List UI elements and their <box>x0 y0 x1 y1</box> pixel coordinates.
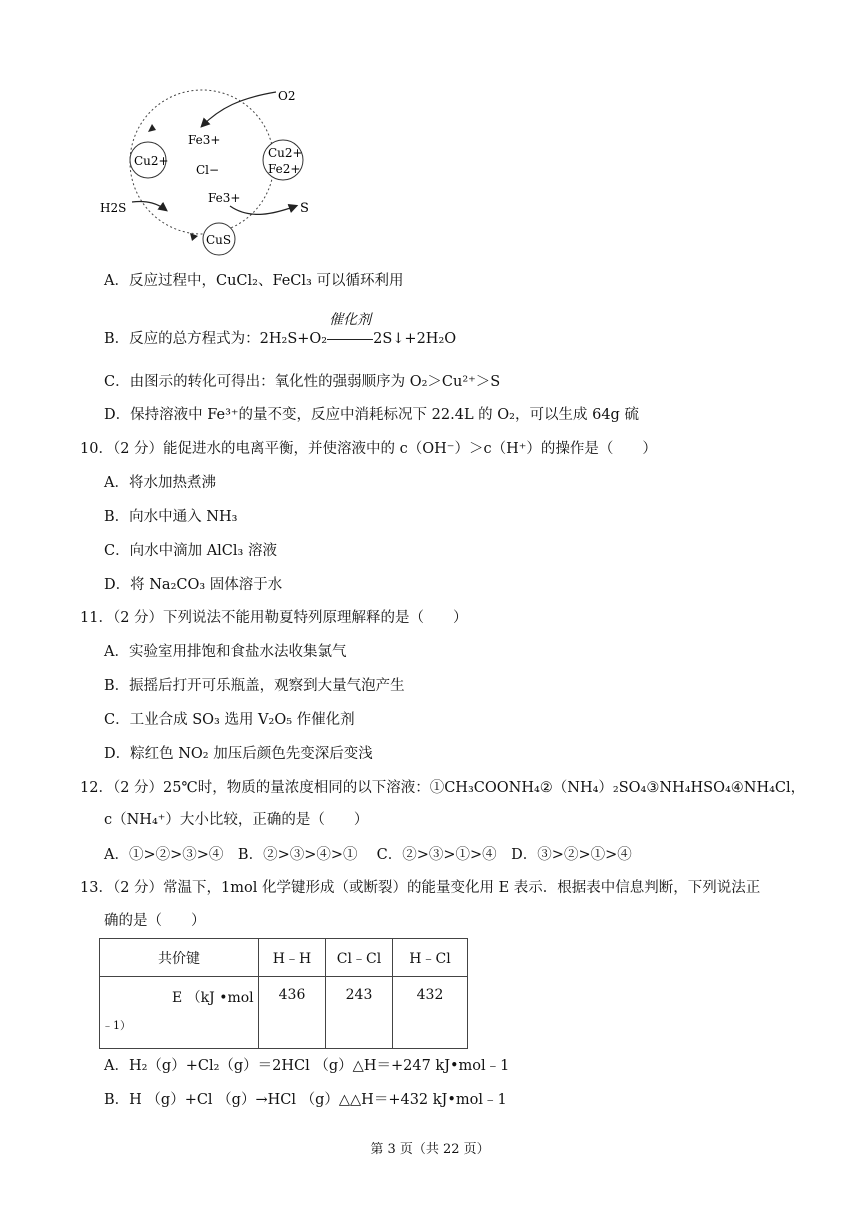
q9-option-c: C．由图示的转化可得出：氧化性的强弱顺序为 O₂＞Cu²⁺＞S <box>104 374 501 390</box>
q10-option-b: B．向水中通入 NH₃ <box>104 509 238 525</box>
row-label-line-1: E （kJ •mol <box>172 990 254 1006</box>
o2-label: O2 <box>278 89 296 103</box>
q11-option-d: D．粽红色 NO₂ 加压后颜色先变深后变浅 <box>104 746 373 762</box>
value-cell: 436 <box>259 977 326 1049</box>
catalyst-arrow <box>327 312 373 340</box>
table-row <box>100 977 468 1049</box>
q9-option-b <box>104 312 457 349</box>
q13-stem-cont: 确的是（ ） <box>104 913 206 929</box>
header-cell: H﹣H <box>259 939 326 977</box>
s-label: S <box>300 201 309 216</box>
header-cell: H﹣Cl <box>393 939 468 977</box>
header-cell: 共价键 <box>100 939 259 977</box>
bottom-fe-label: Fe3+ <box>208 191 241 205</box>
header-cell: Cl﹣Cl <box>326 939 393 977</box>
cu2-label: Cu2+ <box>134 154 169 168</box>
q13-option-a: A．H₂（g）+Cl₂（g）＝2HCl （g）△H＝+247 kJ•mol﹣1 <box>104 1058 510 1074</box>
q13-stem: 13．（2 分）常温下，1mol 化学键形成（或断裂）的能量变化用 E 表示．根据表中信息判断，下列说法正 <box>80 880 761 896</box>
value-cell: 432 <box>393 977 468 1049</box>
q9-b-prefix: B．反应的总方程式为：2H₂S+O₂ <box>104 331 328 347</box>
table-header-row <box>100 939 468 977</box>
value-cell: 243 <box>326 977 393 1049</box>
q10-option-c: C．向水中滴加 AlCl₃ 溶液 <box>104 543 277 559</box>
q11-stem: 11．（2 分）下列说法不能用勒夏特列原理解释的是（ ） <box>80 610 468 626</box>
q10-option-a: A．将水加热煮沸 <box>104 475 216 491</box>
catalyst-label: 催化剂 <box>329 312 372 328</box>
h2s-arrow <box>132 201 166 210</box>
q10-option-d: D．将 Na₂CO₃ 固体溶于水 <box>104 577 283 593</box>
o2-arrow <box>202 92 276 126</box>
bond-energy-table <box>99 938 468 1049</box>
row-label-cell <box>100 977 259 1049</box>
page-footer: 第 3 页（共 22 页） <box>370 1142 490 1157</box>
q12-options: A．①>②>③>④ B．②>③>④>① C．②>③>①>④ D．③>②>①>④ <box>104 847 632 863</box>
reaction-cycle-diagram <box>90 78 330 258</box>
cus-label: CuS <box>206 233 232 247</box>
right-fe-label: Fe2+ <box>268 162 301 176</box>
q12-stem-cont: c（NH₄⁺）大小比较，正确的是（ ） <box>104 812 369 828</box>
q10-stem: 10．（2 分）能促进水的电离平衡，并使溶液中的 c（OH⁻）＞c（H⁺）的操作是（ ） <box>80 441 657 457</box>
q12-stem: 12．（2 分）25℃时，物质的量浓度相同的以下溶液：①CH₃COONH₄②（NH₄）₂SO₄③NH₄HSO₄④NH₄Cl， <box>80 780 806 796</box>
q13-option-b: B．H （g）+Cl （g）→HCl （g）△△H＝+432 kJ•mol﹣1 <box>104 1092 507 1108</box>
s-arrow <box>230 206 296 214</box>
h2s-label: H2S <box>100 201 127 215</box>
center-cl-label: Cl− <box>196 163 220 177</box>
row-label-line-2: ﹣1） <box>102 1019 131 1032</box>
q9-b-suffix: 2S↓+2H₂O <box>373 331 457 347</box>
q11-option-a: A．实验室用排饱和食盐水法收集氯气 <box>104 644 347 660</box>
q9-option-a: A．反应过程中，CuCl₂、FeCl₃ 可以循环利用 <box>104 273 404 289</box>
q11-option-b: B．振摇后打开可乐瓶盖，观察到大量气泡产生 <box>104 678 405 694</box>
center-fe-label: Fe3+ <box>188 133 221 147</box>
q9-option-d: D．保持溶液中 Fe³⁺的量不变，反应中消耗标况下 22.4L 的 O₂，可以生成 64g 硫 <box>104 407 639 423</box>
right-cu-label: Cu2+ <box>268 146 303 160</box>
q11-option-c: C．工业合成 SO₃ 选用 V₂O₅ 作催化剂 <box>104 712 355 728</box>
